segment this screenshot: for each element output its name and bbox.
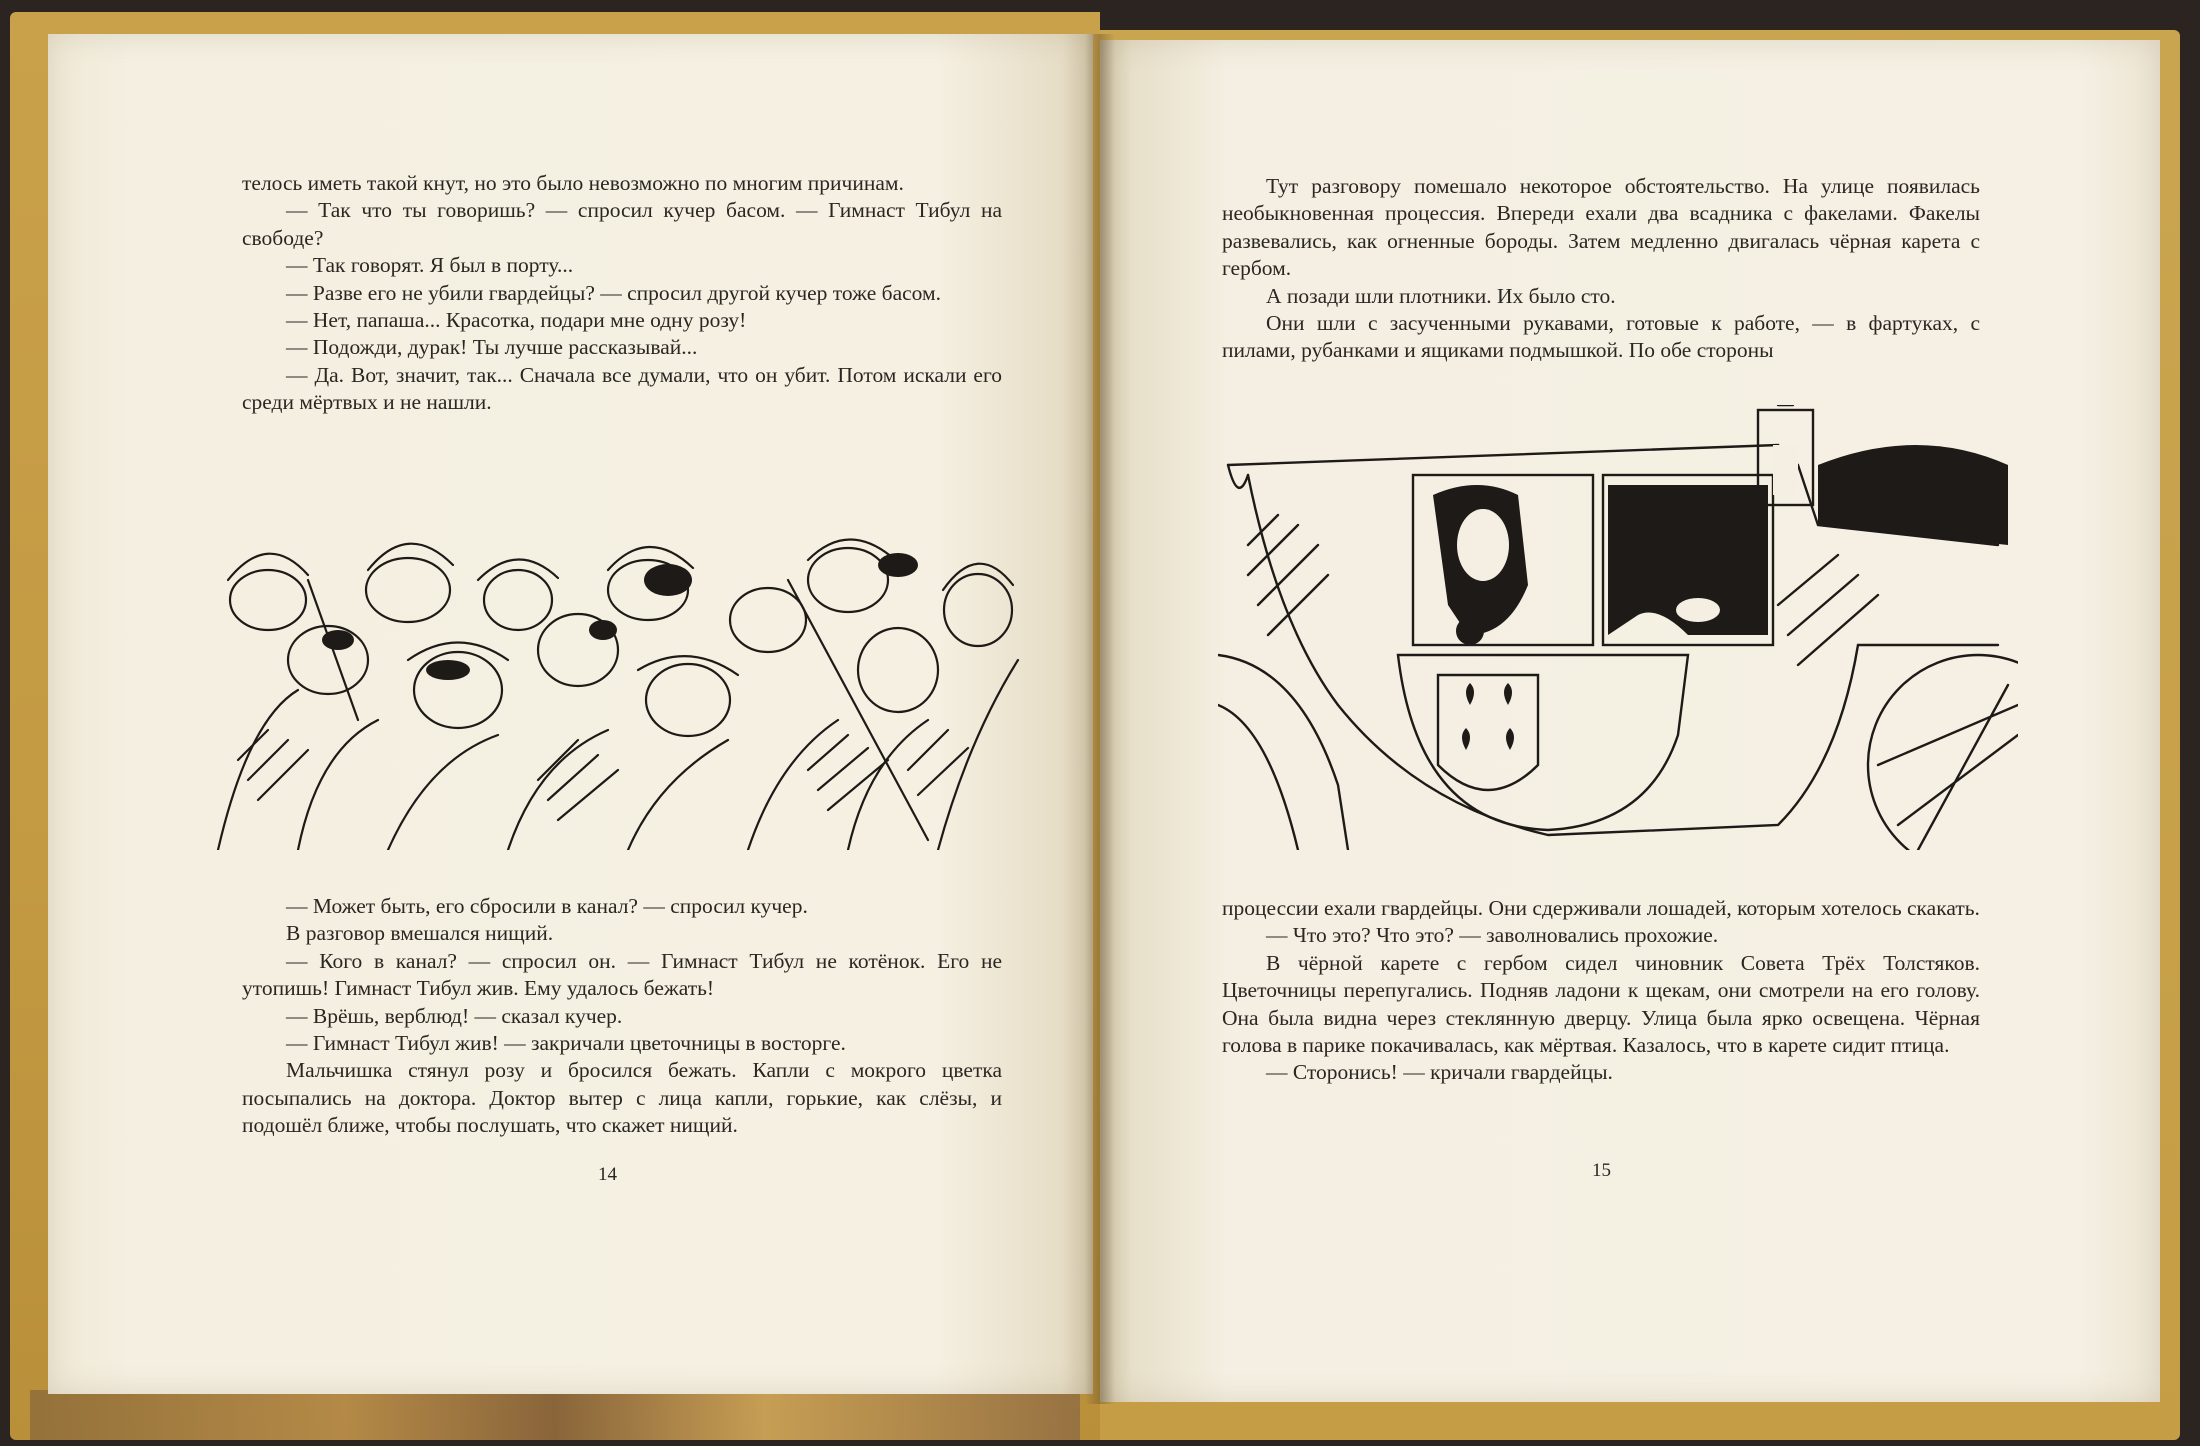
paragraph: — Может быть, его сбросили в канал? — спросил кучер. <box>286 894 808 918</box>
paragraph: — Так что ты говоришь? — спросил кучер басом. — Гимнаст Тибул на свободе? <box>242 198 1002 250</box>
right-page-bottom-text <box>1222 895 1980 1087</box>
cover-edge-illustration <box>30 1390 1080 1440</box>
paragraph: Мальчишка стянул розу и бросился бежать. Капли с мокрого цветка посыпались на доктора. Доктор вытер с лица капли, горькие, как слёзы, и подошёл ближе, чтобы послушать, что скажет нищий. <box>242 1058 1002 1138</box>
right-page-top-text <box>1222 173 1980 365</box>
paragraph: процессии ехали гвардейцы. Они сдерживали лошадей, которым хотелось скакать. <box>1222 896 1980 920</box>
paragraph: — Кого в канал? — спросил он. — Гимнаст Тибул не котёнок. Его не утопишь! Гимнаст Тибул жив. Ему удалось бежать! <box>242 948 1002 1001</box>
paragraph: А позади шли плотники. Их было сто. <box>1266 283 1616 308</box>
paragraph: В разговор вмешался нищий. <box>286 921 554 946</box>
paragraph: — Нет, папаша... Красотка, подари мне одну розу! <box>286 308 747 333</box>
paragraph: — Разве его не убили гвардейцы? — спросил другой кучер тоже басом. <box>286 280 941 305</box>
crowd-illustration <box>208 520 1028 850</box>
paragraph: Тут разговору помешало некоторое обстоятельство. На улице появилась необыкновенная процессия. Впереди ехали два всадника с факелами. Факелы развевались, как огненные бороды. Затем медленно двигалась чёрная карета с гербом. <box>1222 174 1980 281</box>
page-number-right: 15 <box>1592 1160 1611 1181</box>
page-number-left: 14 <box>598 1164 617 1185</box>
paragraph: В чёрной карете с гербом сидел чиновник Совета Трёх Толстяков. Цветочницы перепугались. Подняв ладони к щекам, они смотрели на его голову. Она была видна через стеклянную дверцу. Улица была ярко освещена. Чёрная голова в парике покачивалась, как мёртвая. Казалось, что в карете сидит птица. <box>1222 950 1980 1058</box>
left-page-top-text <box>242 170 1002 417</box>
paragraph: — Что это? Что это? — заволновались прохожие. <box>1266 923 1719 948</box>
paragraph: — Сторонись! — кричали гвардейцы. <box>1266 1060 1613 1085</box>
book-gutter <box>1085 34 1115 1404</box>
paragraph: — Врёшь, верблюд! — сказал кучер. <box>286 1003 623 1028</box>
paragraph: — Гимнаст Тибул жив! — закричали цветочницы в восторге. <box>286 1031 846 1056</box>
paragraph: Они шли с засученными рукавами, готовые к работе, — в фартуках, с пилами, рубанками и ящиками подмышкой. По обе стороны <box>1222 311 1980 363</box>
left-page-bottom-text <box>242 893 1002 1140</box>
paragraph: — Так говорят. Я был в порту... <box>286 253 574 278</box>
paragraph: телось иметь такой кнут, но это было невозможно по многим причинам. <box>242 171 904 195</box>
carriage-illustration <box>1218 405 2018 850</box>
paragraph: — Подожди, дурак! Ты лучше рассказывай... <box>286 335 698 360</box>
paragraph: — Да. Вот, значит, так... Сначала все думали, что он убит. Потом искали его среди мёртвых и не нашли. <box>242 362 1002 415</box>
